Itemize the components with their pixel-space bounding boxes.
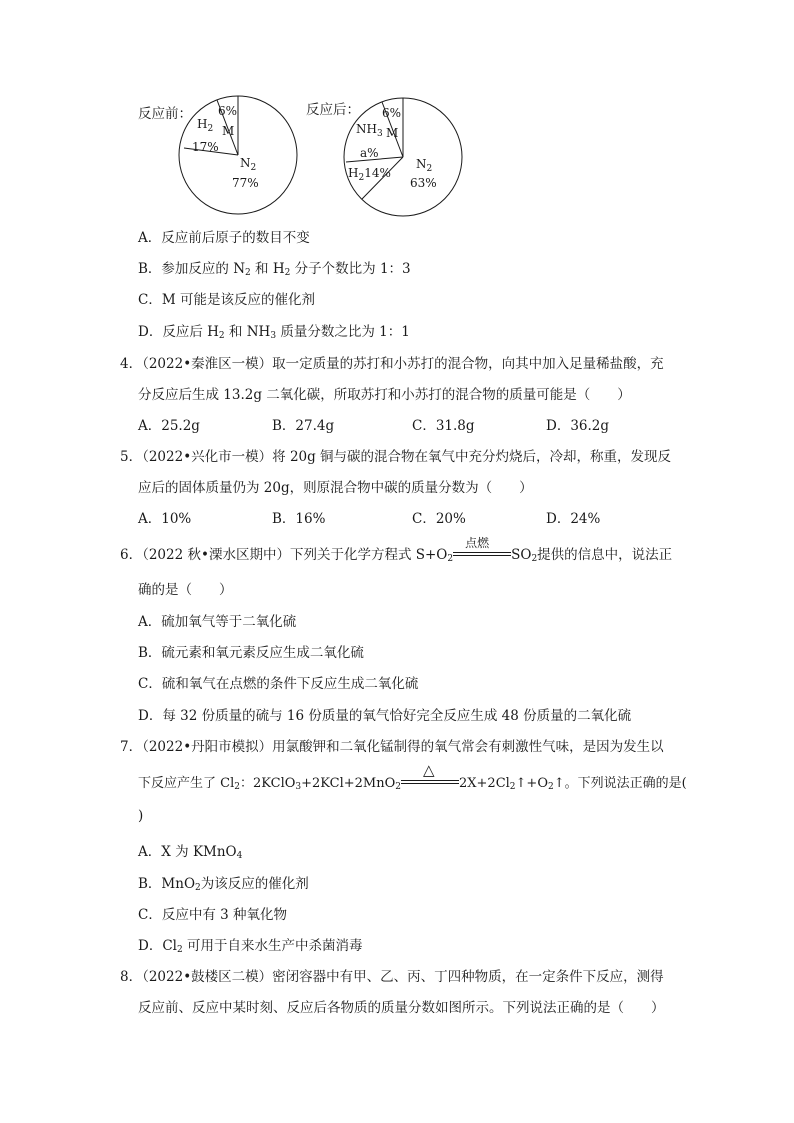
q6-option-d[interactable]: D．每 32 份质量的硫与 16 份质量的氧气恰好完全反应生成 48 份质量的二氧化硫	[138, 708, 632, 724]
after-n2-name: $N_2$	[416, 157, 433, 174]
q6-stem-line1: 6．（2022 秋•溧水区期中）下列关于化学方程式 $S+O_2$ 点燃 $SO_2$提供的信息中，说法正	[120, 545, 672, 569]
q5-option-a[interactable]: A．10%	[138, 511, 192, 527]
before-n2-name: $N_2$	[240, 156, 257, 173]
q6-stem-line2: 确的是（ ）	[138, 582, 233, 598]
q6-equals-line-top	[453, 552, 511, 553]
q5-option-d[interactable]: D．24%	[546, 511, 601, 527]
after-chart-label: 反应后：	[306, 102, 360, 118]
q4-option-a[interactable]: A．25.2g	[138, 418, 200, 434]
before-chart-label: 反应前：	[138, 106, 192, 122]
q3-option-d[interactable]: D．反应后 $H_2$ 和 $NH_3$ 质量分数之比为 1：1	[138, 324, 410, 341]
q7-equals-line-top	[401, 780, 459, 781]
before-h2-name: $H_2$	[197, 117, 214, 134]
q3-option-a[interactable]: A．反应前后原子的数目不变	[138, 230, 310, 246]
q7-option-a[interactable]: A．X 为 KMnO$_4$	[138, 844, 243, 861]
q6-equals-line-bottom	[453, 555, 511, 556]
q7-equals-line-bottom	[401, 783, 459, 784]
after-h2-name: $H_214\%$	[348, 166, 391, 183]
q4-stem-line2: 分反应后生成 13.2g 二氧化碳，所取苏打和小苏打的混合物的质量可能是（ ）	[138, 387, 631, 403]
q7-stem-line2: 下反应产生了 $Cl_2$：2KClO$_3$+2KCl+2MnO$_2$ △ $2X+2Cl_2↑+O_2↑$。下列说法正确的是(	[138, 761, 687, 792]
pie-chart-after	[340, 95, 470, 225]
q7-stem-line3: )	[138, 808, 144, 824]
q3-option-c[interactable]: C．M 可能是该反应的催化剂	[138, 292, 315, 308]
q7-option-d[interactable]: D．$Cl_2$ 可用于自来水生产中杀菌消毒	[138, 938, 363, 955]
q6-equation-arrow	[453, 536, 511, 561]
before-h2-percent: 17%	[192, 140, 219, 154]
q8-stem-line1: 8．（2022•鼓楼区二模）密闭容器中有甲、乙、丙、丁四种物质，在一定条件下反应，测得	[120, 969, 664, 985]
after-n2-percent: 63%	[410, 176, 437, 190]
q8-stem-line2: 反应前、反应中某时刻、反应后各物质的质量分数如图所示。下列说法正确的是（ ）	[138, 1000, 665, 1016]
q7-option-c[interactable]: C．反应中有 3 种氧化物	[138, 907, 288, 923]
q7-condition-label: △	[423, 761, 435, 779]
q6-option-a[interactable]: A．硫加氧气等于二氧化硫	[138, 614, 297, 630]
after-nh3-percent: a%	[360, 146, 379, 160]
q6-option-b[interactable]: B．硫元素和氧元素反应生成二氧化硫	[138, 645, 364, 661]
q5-option-b[interactable]: B．16%	[272, 511, 326, 527]
q4-stem-line1: 4．（2022•秦淮区一模）取一定质量的苏打和小苏打的混合物，向其中加入足量稀盐酸，充	[120, 356, 664, 372]
q5-stem-line2: 应后的固体质量仍为 20g，则原混合物中碳的质量分数为（ ）	[138, 480, 533, 496]
q6-condition-label: 点燃	[465, 536, 490, 550]
before-m-name: M	[222, 124, 235, 138]
q7-option-b[interactable]: B．MnO$_2$为该反应的催化剂	[138, 876, 309, 893]
q4-option-d[interactable]: D．36.2g	[546, 418, 610, 434]
before-m-percent: 6%	[218, 104, 238, 118]
q7-stem-line1: 7．（2022•丹阳市模拟）用氯酸钾和二氧化锰制得的氧气常会有刺激性气味，是因为发生以	[120, 739, 664, 755]
q5-stem-line1: 5．（2022•兴化市一模）将 20g 铜与碳的混合物在氧气中充分灼烧后，冷却，称重，发现反	[120, 449, 672, 465]
q4-option-b[interactable]: B．27.4g	[272, 418, 335, 434]
after-m-name: M	[386, 126, 399, 140]
q7-equation-arrow	[401, 761, 459, 789]
q4-option-c[interactable]: C．31.8g	[412, 418, 475, 434]
before-n2-percent: 77%	[232, 176, 259, 190]
q6-option-c[interactable]: C．硫和氧气在点燃的条件下反应生成二氧化硫	[138, 676, 419, 692]
after-m-percent: 6%	[382, 106, 402, 120]
q5-option-c[interactable]: C．20%	[412, 511, 466, 527]
q3-option-b[interactable]: B．参加反应的 $N_2$ 和 $H_2$ 分子个数比为 1：3	[138, 261, 411, 278]
pie-chart-before	[170, 95, 310, 225]
after-nh3-name: $NH_3$	[356, 122, 383, 139]
